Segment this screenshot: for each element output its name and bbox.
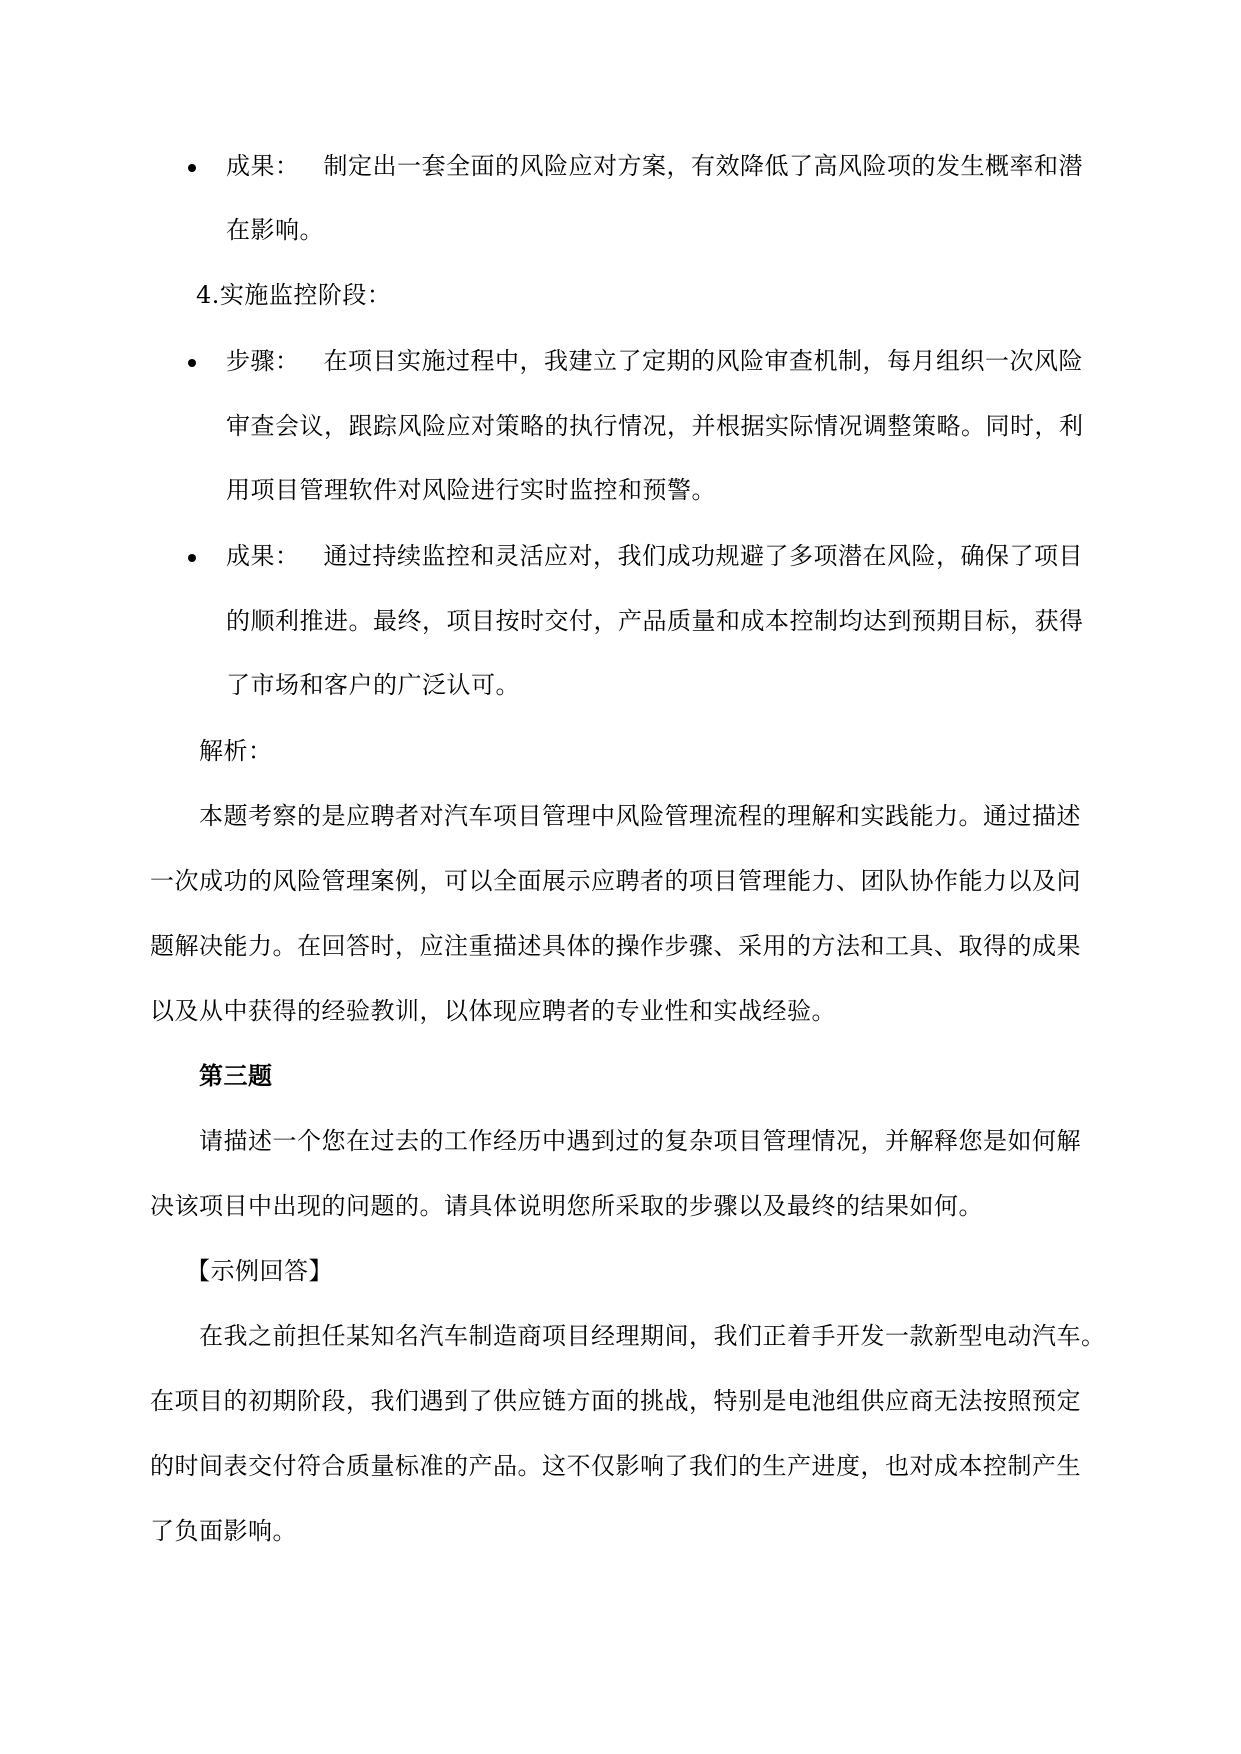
question-paragraph-line-1: 请描述一个您在过去的工作经历中遇到过的复杂项目管理情况，并解释您是如何解: [199, 1127, 1081, 1155]
bullet-dot: [188, 164, 196, 172]
bullet-item-steps-line-1: [226, 347, 1083, 375]
analysis-paragraph-line-1: 本题考察的是应聘者对汽车项目管理中风险管理流程的理解和实践能力。通过描述: [199, 802, 1081, 830]
analysis-paragraph-line-4: 以及从中获得的经验教训，以体现应聘者的专业性和实战经验。: [150, 997, 836, 1025]
bullet-text: 在项目实施过程中，我建立了定期的风险审查机制，每月组织一次风险: [323, 347, 1083, 375]
bullet-dot: [188, 359, 196, 367]
bullet-dot: [188, 554, 196, 562]
bullet-item-result-2-line-1: [226, 542, 1083, 570]
bullet-item-result-2-line-2: 的顺利推进。最终，项目按时交付，产品质量和成本控制均达到预期目标，获得: [226, 607, 1084, 635]
bullet-text: 制定出一套全面的风险应对方案，有效降低了高风险项的发生概率和潜: [323, 152, 1083, 180]
bullet-text: 通过持续监控和灵活应对，我们成功规避了多项潜在风险，确保了项目: [323, 542, 1083, 570]
analysis-paragraph-line-3: 题解决能力。在回答时，应注重描述具体的操作步骤、采用的方法和工具、取得的成果: [150, 932, 1081, 960]
answer-paragraph-line-1: 在我之前担任某知名汽车制造商项目经理期间，我们正着手开发一款新型电动汽车。: [199, 1322, 1106, 1350]
question-paragraph-line-2: 决该项目中出现的问题的。请具体说明您所采取的步骤以及最终的结果如何。: [150, 1192, 983, 1220]
bullet-label: 成果：: [226, 152, 300, 180]
bullet-label: 成果：: [226, 542, 300, 570]
stage-heading: 4.实施监控阶段：: [196, 281, 392, 309]
answer-paragraph-line-2: 在项目的初期阶段，我们遇到了供应链方面的挑战，特别是电池组供应商无法按照预定: [150, 1387, 1081, 1415]
answer-paragraph-line-4: 了负面影响。: [150, 1517, 297, 1545]
example-answer-heading: 【示例回答】: [186, 1257, 333, 1285]
bullet-item-result-1-line-1: [226, 152, 1083, 180]
question-title: 第三题: [199, 1061, 273, 1090]
answer-paragraph-line-3: 的时间表交付符合质量标准的产品。这不仅影响了我们的生产进度，也对成本控制产生: [150, 1452, 1081, 1480]
bullet-item-steps-line-2: 审查会议，跟踪风险应对策略的执行情况，并根据实际情况调整策略。同时，利: [226, 412, 1084, 440]
bullet-item-steps-line-3: 用项目管理软件对风险进行实时监控和预警。: [226, 476, 716, 504]
analysis-paragraph-line-2: 一次成功的风险管理案例，可以全面展示应聘者的项目管理能力、团队协作能力以及问: [150, 867, 1081, 895]
bullet-item-result-2-line-3: 了市场和客户的广泛认可。: [226, 671, 520, 699]
bullet-item-result-1-line-2: 在影响。: [226, 216, 324, 244]
bullet-label: 步骤：: [226, 347, 300, 375]
analysis-heading: 解析：: [199, 737, 273, 765]
